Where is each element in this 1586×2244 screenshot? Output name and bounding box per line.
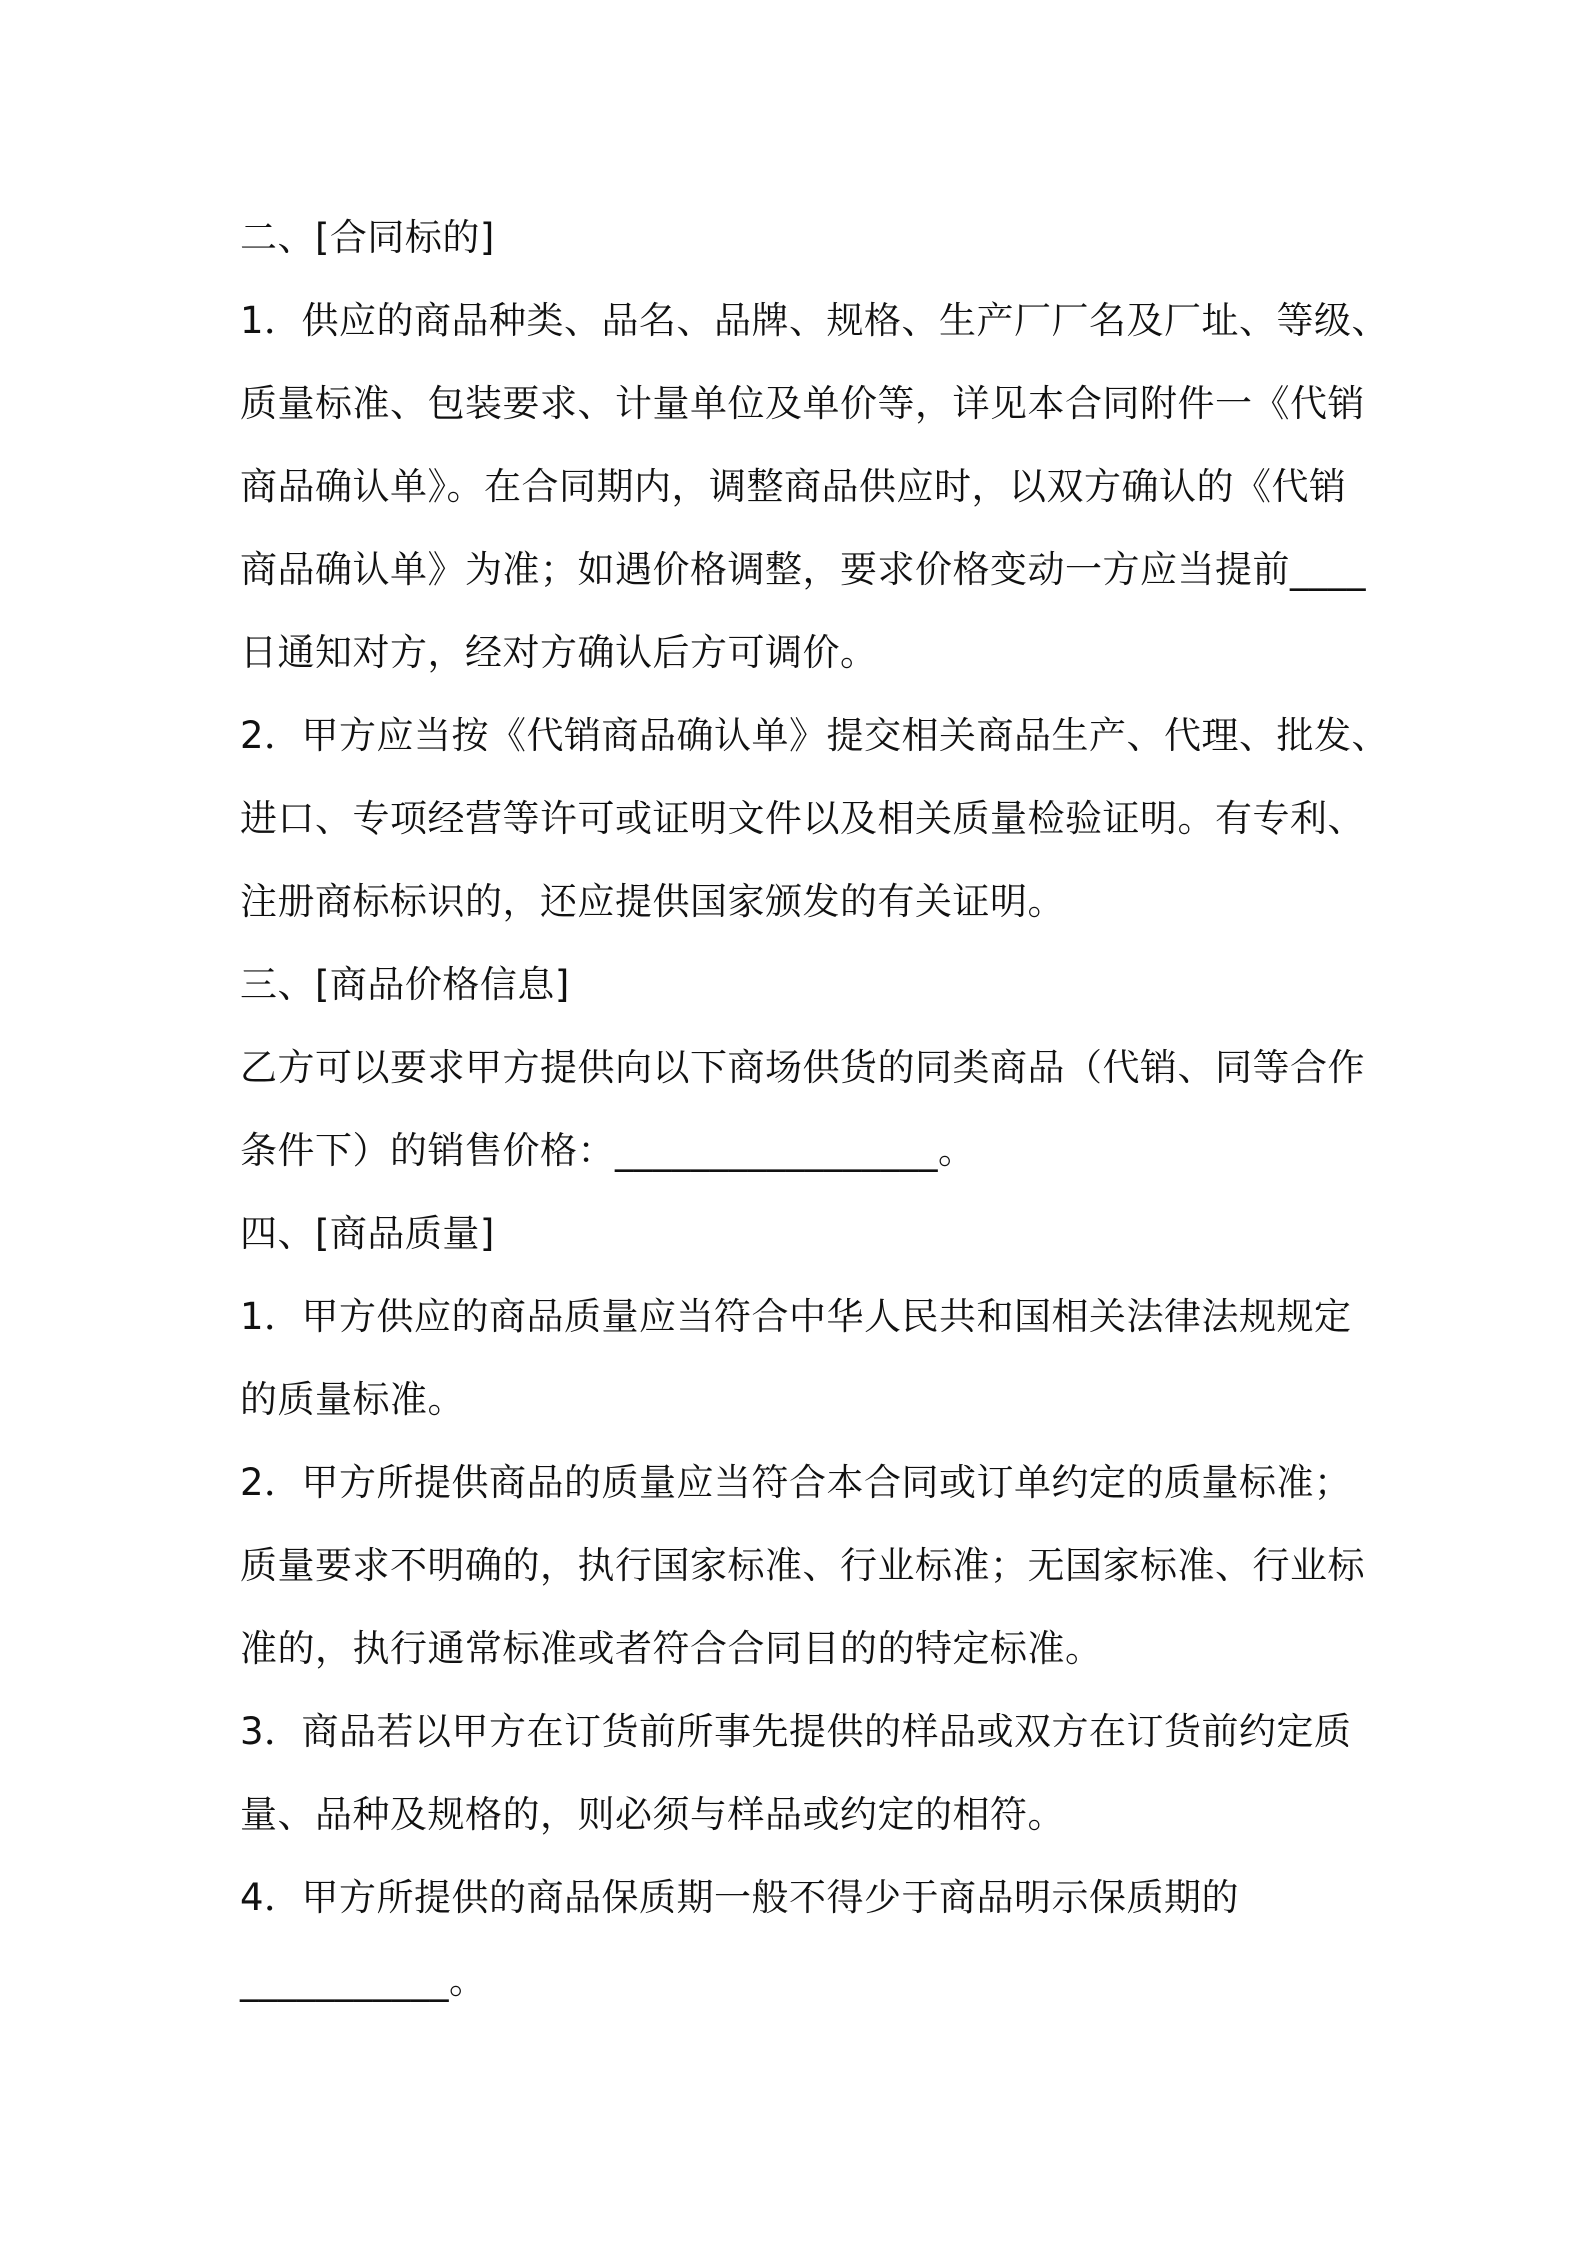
paragraph-line: 2．甲方所提供商品的质量应当符合本合同或订单约定的质量标准；: [240, 1461, 1352, 1504]
paragraph-line: 的质量标准。: [240, 1378, 465, 1421]
paragraph-line: 1．甲方供应的商品质量应当符合中华人民共和国相关法律法规规定: [240, 1295, 1352, 1338]
paragraph-line: 3．商品若以甲方在订货前所事先提供的样品或双方在订货前约定质: [240, 1710, 1352, 1753]
paragraph-line: 商品确认单》。在合同期内，调整商品供应时，以双方确认的《代销: [240, 465, 1347, 508]
paragraph-line: 注册商标标识的，还应提供国家颁发的有关证明。: [240, 880, 1065, 923]
paragraph-line: ___________。: [240, 1959, 487, 2002]
paragraph-line: 1．供应的商品种类、品名、品牌、规格、生产厂厂名及厂址、等级、: [240, 299, 1390, 342]
paragraph-line: 进口、专项经营等许可或证明文件以及相关质量检验证明。有专利、: [240, 797, 1365, 840]
section-heading: 二、[合同标的]: [240, 216, 495, 259]
paragraph-line: 量、品种及规格的，则必须与样品或约定的相符。: [240, 1793, 1065, 1836]
section-heading: 三、[商品价格信息]: [240, 963, 570, 1006]
paragraph-line: 条件下）的销售价格：_________________。: [240, 1129, 976, 1172]
paragraph-line: 质量要求不明确的，执行国家标准、行业标准；无国家标准、行业标: [240, 1544, 1365, 1587]
document-page: [240, 196, 1390, 2022]
paragraph-line: 准的，执行通常标准或者符合合同目的的特定标准。: [240, 1627, 1103, 1670]
paragraph-line: 日通知对方，经对方确认后方可调价。: [240, 631, 878, 674]
paragraph-line: 乙方可以要求甲方提供向以下商场供货的同类商品（代销、同等合作: [240, 1046, 1365, 1089]
paragraph-line: 质量标准、包装要求、计量单位及单价等，详见本合同附件一《代销: [240, 382, 1365, 425]
paragraph-line: 商品确认单》为准；如遇价格调整，要求价格变动一方应当提前____: [240, 548, 1366, 591]
section-heading: 四、[商品质量]: [240, 1212, 495, 1255]
paragraph-line: 2．甲方应当按《代销商品确认单》提交相关商品生产、代理、批发、: [240, 714, 1390, 757]
paragraph-line: 4．甲方所提供的商品保质期一般不得少于商品明示保质期的: [240, 1876, 1240, 1919]
